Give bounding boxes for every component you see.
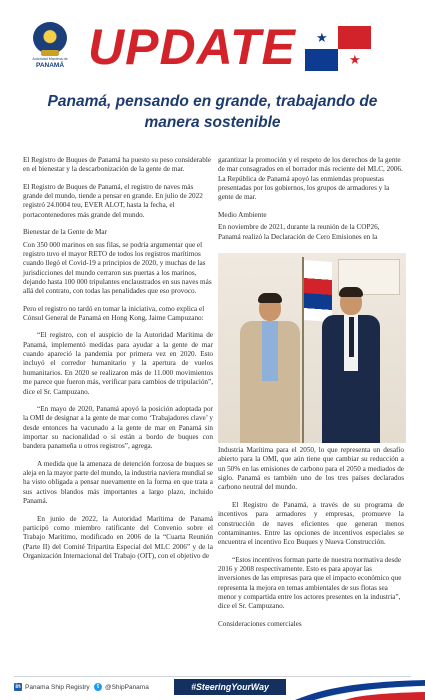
twitter-icon: t bbox=[94, 683, 102, 691]
twitter-link[interactable] bbox=[94, 683, 149, 691]
hashtag-banner: #SteeringYourWay bbox=[174, 679, 286, 695]
paragraph: Pero el registro no tardó en tomar la iniciativa, como explica el Cónsul General de Panamá en Hong Kong, Jaime Campuzano: bbox=[23, 304, 205, 323]
quote-paragraph: “En mayo de 2020, Panamá apoyó la posición adoptada por la OMI de designar a la gente de mar como ‘Trabajadores clave’ y desde entonces ha vacunado a la gente de mar en Panamá sin importar su nacionalidad o si están a bordo de buques con bandera panameña u otros registros”, agrega. bbox=[23, 404, 213, 451]
twitter-label: @ShipPanama bbox=[105, 683, 149, 691]
flag-wave-icon bbox=[295, 678, 425, 700]
article-headline: Panamá, pensando en grande, trabajando de manera sostenible bbox=[47, 93, 378, 131]
right-column-top bbox=[218, 156, 404, 250]
panama-flag-icon: ★ ★ bbox=[305, 26, 371, 71]
logo-subtitle: Autoridad Marítima de bbox=[32, 57, 68, 61]
paragraph: El Registro de Buques de Panamá ha puesto su peso considerable en el bienestar y la descarbonización de la gente de mar. bbox=[23, 156, 212, 174]
paragraph: Con 350 000 marinos en sus filas, se podría argumentar que el registro tuvo el mayor RETO de todos los registros marítimos cuando llegó el Covid-19 a principios de 2020, y muchas de las jurisdicciones del mundo cerraron sus puertas a los marinos, dejando hasta 100 000 tripulantes enclaustrados en sus naves más allá del contrato, con todas las penalidades que eso provoco. bbox=[23, 240, 212, 296]
section-heading: Medio Ambiente bbox=[218, 210, 267, 219]
paragraph: Industria Marítima para el 2050, lo que representa un desafío abierto para la OMI, que aún tiene que cambiar su reducción a un 50% en las emisiones de carbono para el 2050 a mediados de siglo. Panamá es también uno de los tres países declarados carbono neutral del mundo. bbox=[218, 446, 404, 492]
linkedin-link[interactable] bbox=[14, 683, 90, 691]
section-heading: Bienestar de la Gente de Mar bbox=[23, 228, 108, 237]
person-left bbox=[240, 295, 300, 443]
logo-name: PANAMÁ bbox=[35, 61, 65, 69]
update-title: UPDATE bbox=[88, 19, 296, 75]
person-right bbox=[322, 289, 380, 443]
paragraph: garantizar la promoción y el respeto de los derechos de la gente de mar consagrados en el borrador más reciente del MLC, 2006. La República de Panamá apoyó las enmiendas propuestas presentadas por los gobiernos, los grupos de armadores y la gente de mar. bbox=[218, 156, 403, 202]
paragraph: A medida que la amenaza de detención forzosa de buques se aleja en la mayor parte del mundo, la industria naviera mundial se ha visto obligada a pensar nuevamente en la forma en que trata a sus activos blandos más importantes a largo plazo, incluido Panamá. bbox=[23, 459, 213, 506]
page-header bbox=[0, 0, 425, 84]
linkedin-label: Panama Ship Registry bbox=[25, 683, 90, 691]
section-heading: Consideraciones comerciales bbox=[218, 619, 302, 628]
paragraph: En noviembre de 2021, durante la reunión de la COP26, Panamá realizó la Declaración de Cero Emisiones en la bbox=[218, 223, 380, 241]
quote-paragraph: “Estos incentivos forman parte de nuestra normativa desde 2016 y 2008 respectivamente. Esto es para apoyar las inversiones de las empresas para que el impacto económico que representa la mejora en temas ambientales de sus flotas sea menor y compartida entre los actores presentes en la industria”, dice el Sr. Campuzano. bbox=[218, 555, 402, 611]
right-column-bottom bbox=[218, 446, 404, 637]
quote-paragraph: “El registro, con el auspicio de la Autoridad Marítima de Panamá, implementó medidas para ayudar a la gente de mar cuando apareció la pandemia por primera vez en 2020. Esto incluyó el corredor humanitario y la apertura de vuelos humanitarios. En 2020 se realizaron más de 11.000 movimientos me parece que fueron más, verificar para cambios de tripulación”, dice el Sr. Campuzano. bbox=[23, 331, 213, 396]
emblem-icon bbox=[33, 22, 67, 54]
paragraph: El Registro de Buques de Panamá, el registro de naves más grande del mundo, tiende a pensar en grande. En julio de 2022 registró 24.0004 teu, EVER ALOT, hasta la fecha, el portacontenedores más grande del mundo. bbox=[23, 182, 203, 219]
linkedin-icon: in bbox=[15, 684, 21, 690]
page-footer bbox=[0, 676, 425, 700]
amp-logo bbox=[26, 22, 74, 76]
paragraph: En junio de 2022, la Autoridad Marítima de Panamá participó como miembro ratificante del Convenio sobre el Trabajo Marítimo, modificado en 2006 de la “Cuarta Reunión (Parte II) del Comité Tripartita Especial del MLC 2006” y de la Organización Internacional del Trabajo (OIT), con el objetivo de bbox=[23, 514, 213, 560]
officials-photo bbox=[218, 253, 406, 443]
left-column bbox=[23, 156, 213, 569]
paragraph: El Registro de Panamá, a través de su programa de incentivos para armadores y empresas, promueve la construcción de naves eficientes que generan menos contaminantes. Entre las opciones de incentivos especiales se encuentra el incentivo Eco Buques y Nueva Construcción. bbox=[218, 500, 404, 547]
